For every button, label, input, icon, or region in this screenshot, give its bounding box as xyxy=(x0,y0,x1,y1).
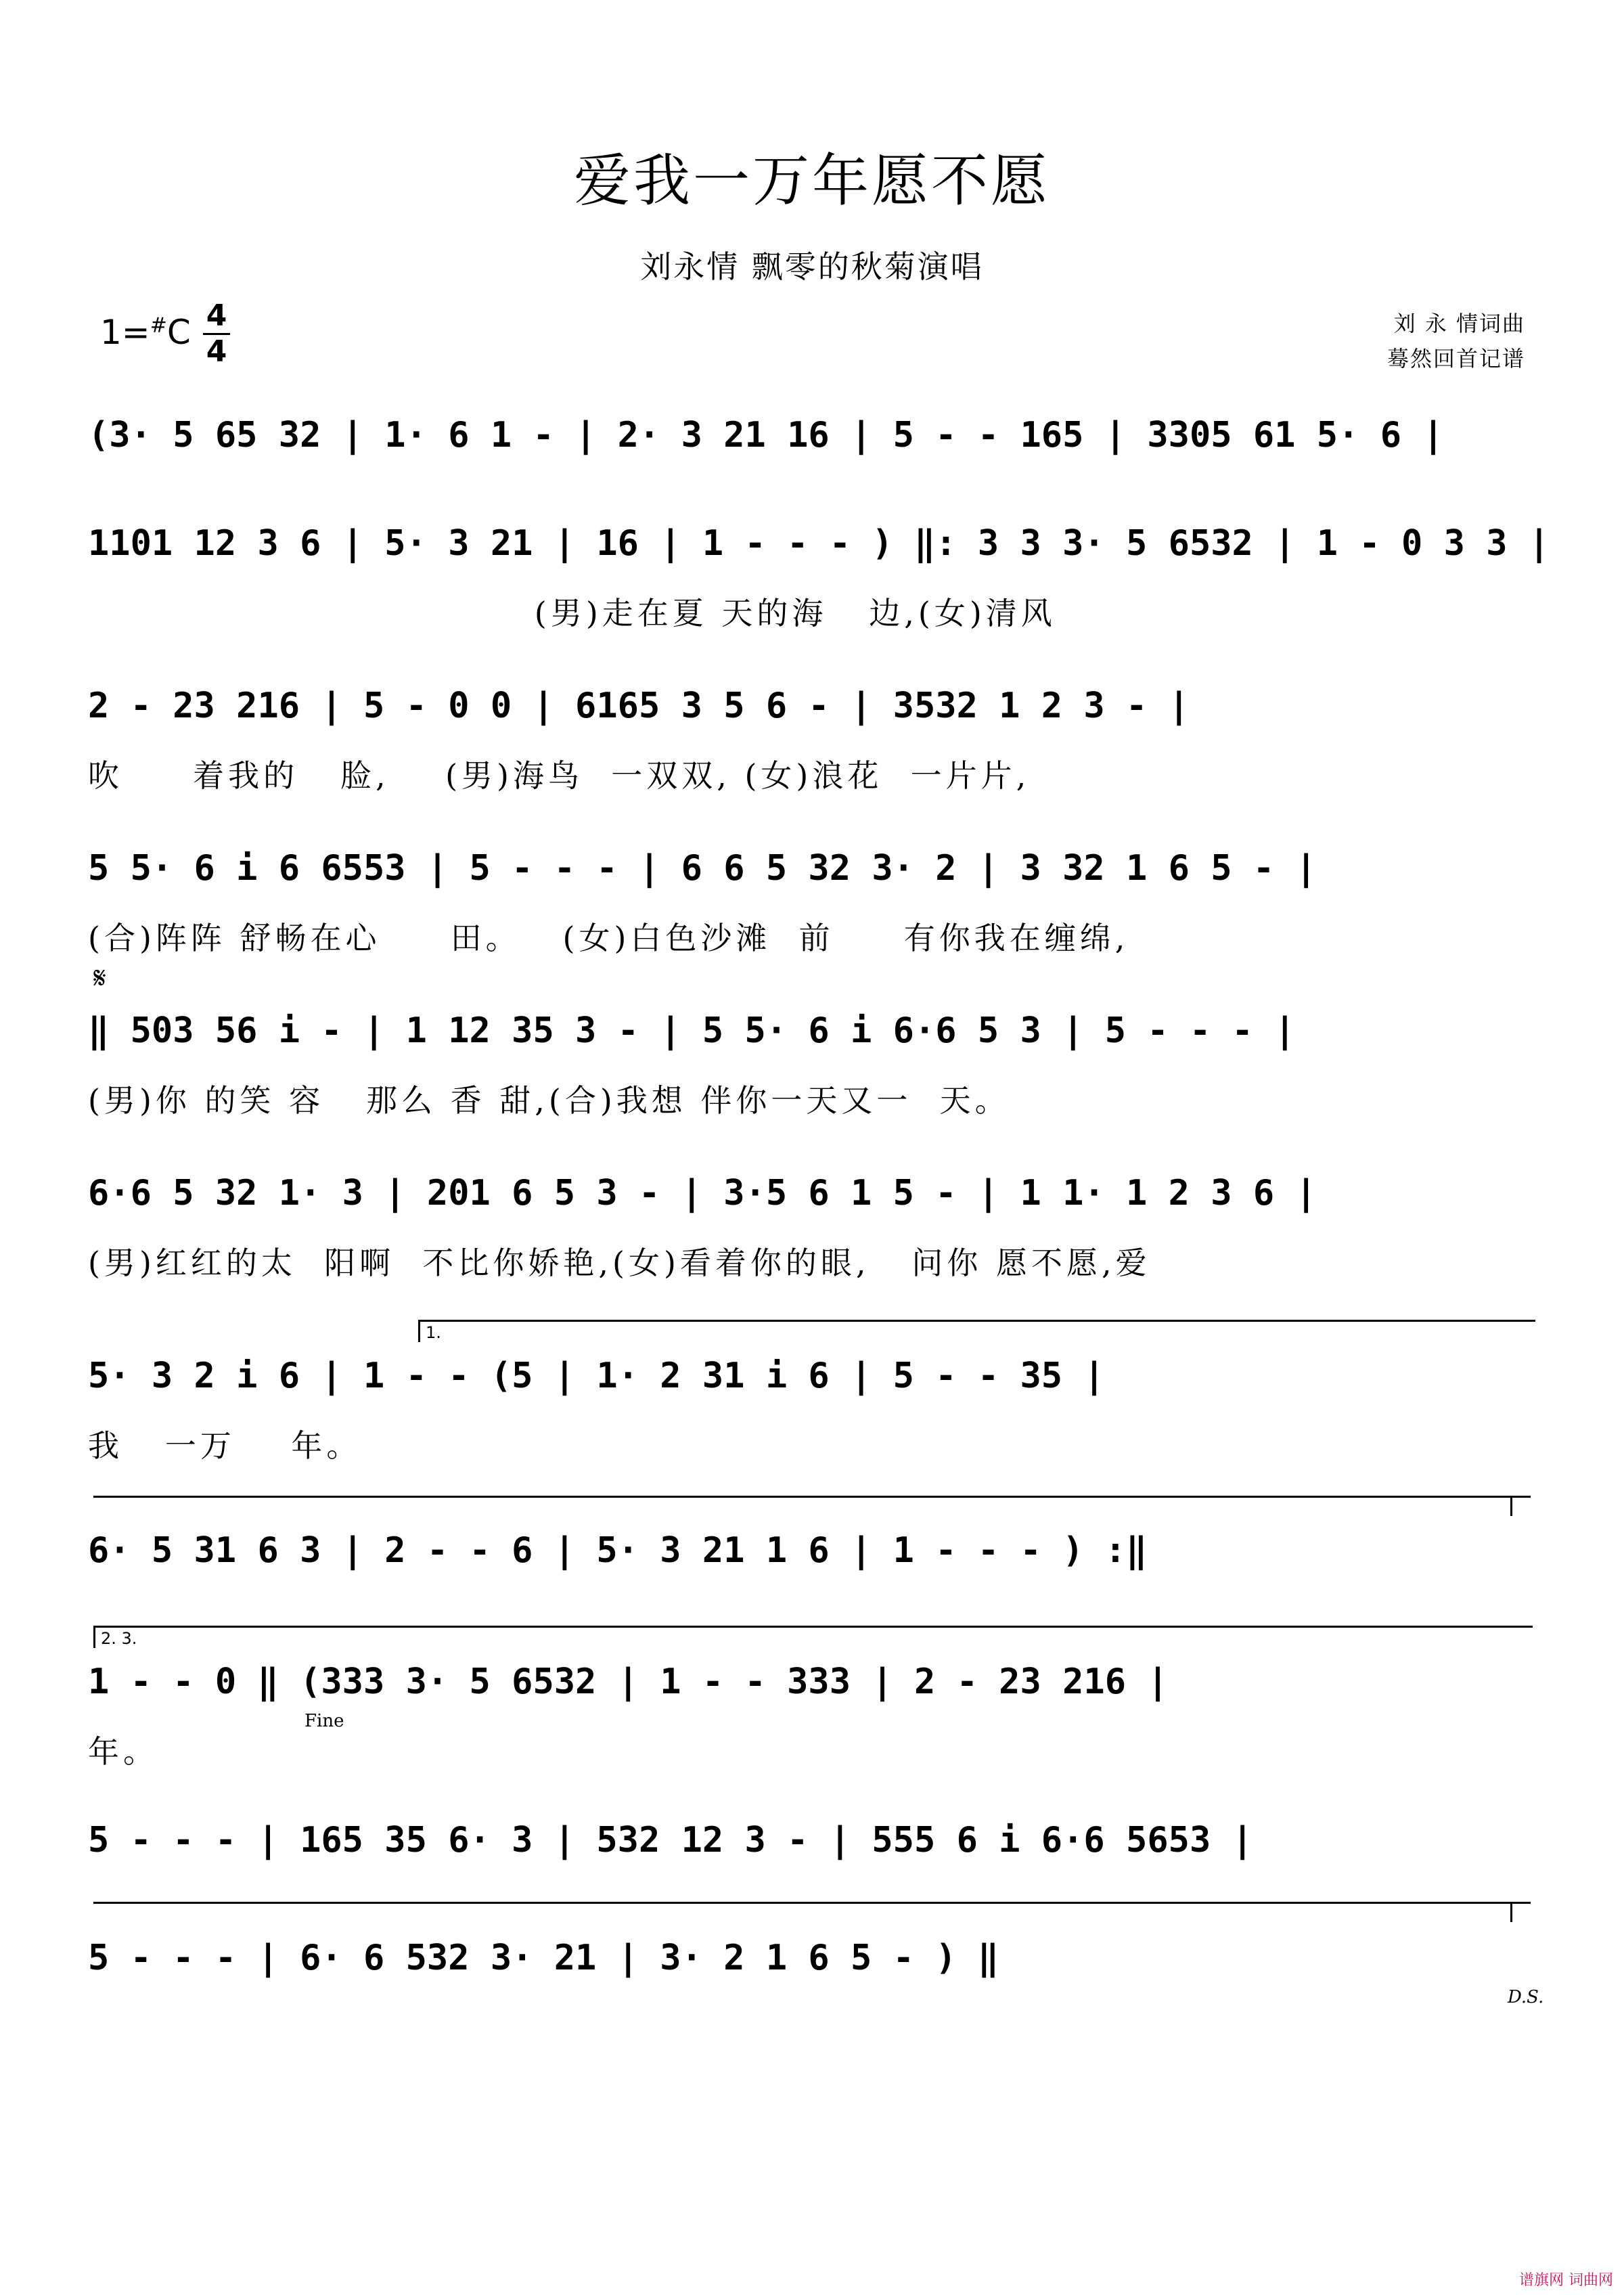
lyrics: (男)你 的笑 容 那么 香 甜,(合)我想 伴你一天又一 天。 xyxy=(88,1082,1010,1119)
notes: (3· 5 65 32 | 1· 6 1 - | 2· 3 21 16 | 5 - - 165 | 3305 61 5· 6 | xyxy=(88,415,1444,455)
credits xyxy=(1387,306,1525,376)
volta-bracket-23 xyxy=(93,1626,1533,1648)
notes: 6· 5 31 6 3 | 2 - - 6 | 5· 3 21 1 6 | 1 - - - ) :‖ xyxy=(88,1530,1148,1571)
lyrics: 我 一万 年。 xyxy=(88,1427,362,1464)
volta-bracket-1 xyxy=(418,1320,1535,1342)
notes: 2 - 23 216 | 5 - 0 0 | 6165 3 5 6 - | 3532 1 2 3 - | xyxy=(88,686,1190,726)
lyrics: (男)走在夏 天的海 边,(女)清风 xyxy=(88,595,1056,631)
ds-mark: D.S. xyxy=(1508,1987,1544,2007)
lyrics: 吹 着我的 脸, (男)海鸟 一双双, (女)浪花 一片片, xyxy=(88,757,1031,794)
notes: 5 - - - | 165 35 6· 3 | 532 12 3 - | 555 6 i 6·6 5653 | xyxy=(88,1820,1253,1860)
notes: 5· 3 2 i 6 | 1 - - (5 | 1· 2 31 i 6 | 5 - - 35 | xyxy=(88,1356,1105,1396)
key-signature xyxy=(100,313,191,352)
lyrics: (男)红红的太 阳啊 不比你娇艳,(女)看着你的眼, 问你 愿不愿,爱 xyxy=(88,1245,1151,1281)
notes: 6·6 5 32 1· 3 | 201 6 5 3 - | 3·5 6 1 5 - | 1 1· 1 2 3 6 | xyxy=(88,1173,1317,1213)
transcriber-credit: 蓦然回首记谱 xyxy=(1386,346,1525,372)
fine-mark: Fine xyxy=(304,1711,344,1731)
composer-credit: 刘 永 情词曲 xyxy=(1393,311,1525,336)
key-note: C xyxy=(166,313,191,352)
time-signature xyxy=(203,298,230,370)
key-accidental: # xyxy=(150,313,167,338)
lyrics: 年。 xyxy=(88,1733,158,1770)
repeat-volta-end xyxy=(1510,1902,1512,1922)
meter-bottom: 4 xyxy=(206,334,227,370)
volta-1-label: 1. xyxy=(426,1323,441,1342)
repeat-volta-line xyxy=(93,1902,1531,1904)
notes: 5 5· 6 i 6 6553 | 5 - - - | 6 6 5 32 3· 2 | 3 32 1 6 5 - | xyxy=(88,848,1317,889)
volta-line xyxy=(93,1496,1531,1498)
watermark: 谱旗网 词曲网 xyxy=(1519,2272,1613,2289)
segno-sign: 𝄋 xyxy=(93,961,106,996)
volta-end xyxy=(1510,1496,1512,1516)
song-subtitle: 刘永情 飘零的秋菊演唱 xyxy=(640,248,984,285)
meter-top: 4 xyxy=(206,298,227,333)
notes: 1 - - 0 ‖ (333 3· 5 6532 | 1 - - 333 | 2 - 23 216 | xyxy=(88,1662,1169,1702)
song-title: 爱我一万年愿不愿 xyxy=(573,148,1050,214)
lyrics: (合)阵阵 舒畅在心 田。 (女)白色沙滩 前 有你我在缠绵, xyxy=(88,920,1129,956)
notes: 1101 12 3 6 | 5· 3 21 | 16 | 1 - - - ) ‖: 3 3 3· 5 6532 | 1 - 0 3 3 | xyxy=(88,523,1550,564)
notes: ‖ 503 56 i - | 1 12 35 3 - | 5 5· 6 i 6·6 5 3 | 5 - - - | xyxy=(88,1010,1296,1051)
key-prefix: 1= xyxy=(100,313,150,352)
notes: 5 - - - | 6· 6 532 3· 21 | 3· 2 1 6 5 - ) ‖ xyxy=(88,1938,999,1978)
volta-23-label: 2. 3. xyxy=(101,1629,137,1648)
